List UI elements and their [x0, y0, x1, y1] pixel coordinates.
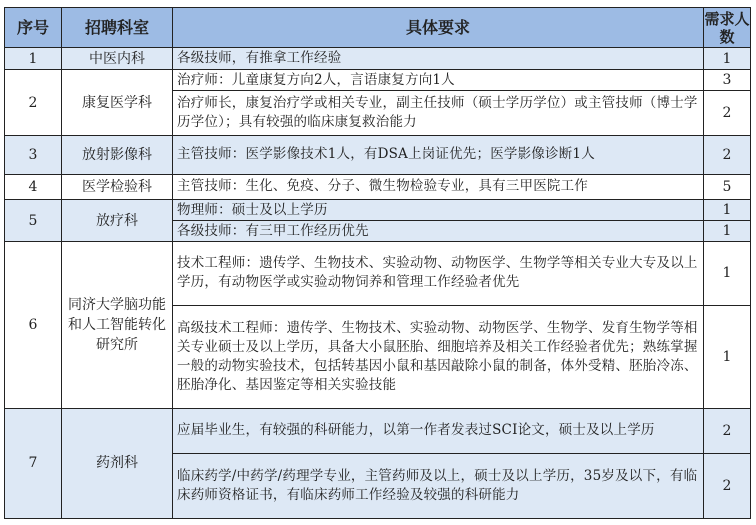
header-headcount: 需求人数	[704, 9, 750, 46]
header-dept: 招聘科室	[62, 8, 173, 48]
row-seq: 7	[5, 408, 62, 518]
table-row	[5, 408, 751, 453]
row-headcount: 2	[704, 90, 751, 135]
recruitment-table	[4, 7, 751, 519]
table-row	[5, 242, 751, 306]
row-seq: 1	[5, 48, 62, 70]
row-dept: 放射影像科	[62, 136, 173, 175]
row-seq: 2	[5, 70, 62, 136]
row-requirement: 各级技师：有三甲工作经历优先	[173, 221, 704, 242]
row-requirement: 治疗师长，康复治疗学或相关专业，副主任技师（硕士学历学位）或主管技师（博士学历学位）；具有较强的临床康复救治能力	[173, 90, 704, 135]
table-row	[5, 70, 751, 91]
row-headcount: 5	[704, 174, 751, 199]
row-seq: 4	[5, 174, 62, 199]
row-headcount: 1	[704, 200, 751, 221]
row-headcount: 1	[704, 48, 751, 70]
row-headcount: 1	[704, 242, 751, 306]
row-seq: 6	[5, 242, 62, 409]
row-headcount: 2	[704, 453, 751, 518]
row-headcount: 1	[704, 305, 751, 408]
table-header-row	[5, 8, 751, 48]
table-row	[5, 136, 751, 175]
table-row	[5, 48, 751, 70]
row-seq: 5	[5, 200, 62, 242]
row-requirement: 各级技师，有推拿工作经验	[173, 48, 704, 70]
row-dept: 药剂科	[62, 408, 173, 518]
row-dept: 放疗科	[62, 200, 173, 242]
row-dept: 中医内科	[62, 48, 173, 70]
row-headcount: 2	[704, 136, 751, 175]
row-requirement: 应届毕业生，有较强的科研能力，以第一作者发表过SCI论文，硕士及以上学历	[173, 408, 704, 453]
row-dept: 康复医学科	[62, 70, 173, 136]
row-requirement: 主管技师：医学影像技术1人，有DSA上岗证优先；医学影像诊断1人	[173, 136, 704, 175]
row-headcount: 2	[704, 408, 751, 453]
row-requirement: 治疗师：儿童康复方向2人，言语康复方向1人	[173, 70, 704, 91]
table-row	[5, 174, 751, 199]
row-headcount: 1	[704, 221, 751, 242]
header-requirements: 具体要求	[173, 8, 704, 48]
table-row	[5, 200, 751, 221]
row-requirement: 高级技术工程师：遗传学、生物技术、实验动物、动物医学、生物学、发育生物学等相关专业硕士及以上学历，具备大小鼠胚胎、细胞培养及相关工作经验者优先；熟练掌握一般的动物实验技术，包括转基因小鼠和基因敲除小鼠的制备，体外受精、胚胎冷冻、胚胎净化、基因鉴定等相关实验技能	[173, 305, 704, 408]
row-requirement: 主管技师：生化、免疫、分子、微生物检验专业，具有三甲医院工作	[173, 174, 704, 199]
row-dept: 医学检验科	[62, 174, 173, 199]
row-requirement: 临床药学/中药学/药理学专业，主管药师及以上，硕士及以上学历，35岁及以下，有临床药师资格证书，有临床药师工作经验及较强的科研能力	[173, 453, 704, 518]
header-seq: 序号	[5, 8, 62, 48]
row-seq: 3	[5, 136, 62, 175]
row-dept: 同济大学脑功能和人工智能转化研究所	[62, 242, 173, 409]
row-requirement: 物理师：硕士及以上学历	[173, 200, 704, 221]
row-headcount: 3	[704, 70, 751, 91]
row-requirement: 技术工程师：遗传学、生物技术、实验动物、动物医学、生物学等相关专业大专及以上学历，有动物医学或实验动物饲养和管理工作经验者优先	[173, 242, 704, 306]
